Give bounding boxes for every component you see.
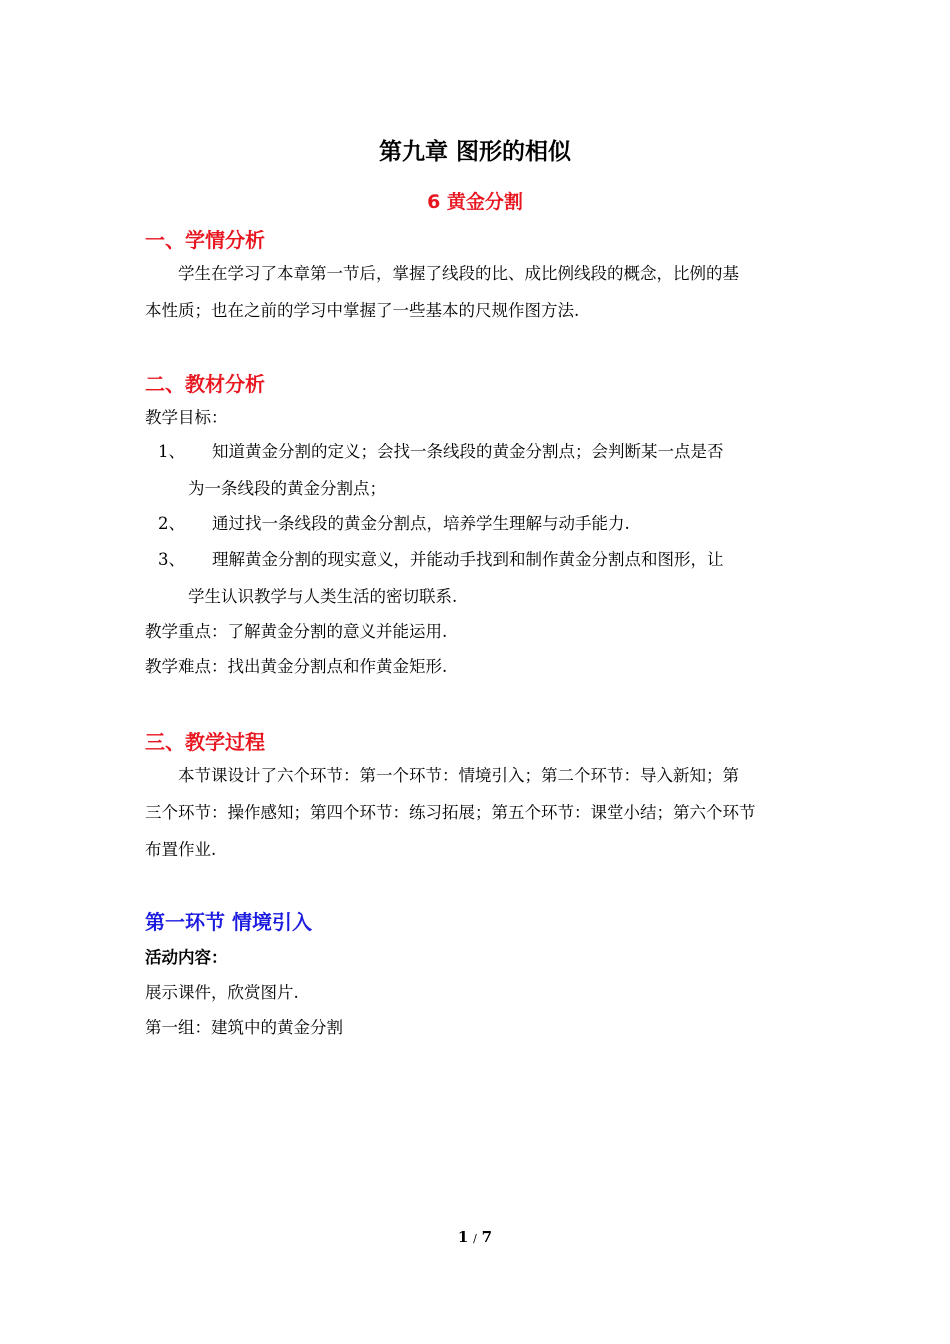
page-number [0,1228,950,1246]
difficulty-point: 教学难点：找出黄金分割点和作黄金矩形. [145,657,448,676]
section3-line3: 布置作业. [145,840,217,859]
document-subtitle: 6 黄金分割 [427,191,523,213]
goal-item-continuation: 学生认识教学与人类生活的密切联系. [188,587,458,606]
goal-item-text: 通过找一条线段的黄金分割点，培养学生理解与动手能力. [212,514,630,533]
teaching-goals-label: 教学目标： [145,408,228,427]
section-heading-teaching-process: 三、教学过程 [145,730,265,754]
section3-line1: 本节课设计了六个环节：第一个环节：情境引入；第二个环节：导入新知；第 [178,766,739,785]
page-separator: / [473,1232,477,1245]
total-pages: 7 [481,1228,493,1246]
activity-line1: 展示课件，欣赏图片. [145,983,299,1002]
document-title: 第九章 图形的相似 [378,139,571,165]
activity-line2: 第一组：建筑中的黄金分割 [145,1018,343,1037]
section-heading-scenario-intro: 第一环节 情境引入 [145,910,312,934]
goal-item-text: 理解黄金分割的现实意义，并能动手找到和制作黄金分割点和图形，让 [212,550,724,569]
section1-line1: 学生在学习了本章第一节后，掌握了线段的比、成比例线段的概念，比例的基 [178,264,739,283]
section3-line2: 三个环节：操作感知；第四个环节：练习拓展；第五个环节：课堂小结；第六个环节 [145,803,756,822]
goal-item-number: 2、 [158,514,185,533]
current-page: 1 [457,1228,469,1246]
activity-content-label: 活动内容： [145,948,228,967]
section-heading-material-analysis: 二、教材分析 [145,372,265,396]
key-point: 教学重点：了解黄金分割的意义并能运用. [145,622,448,641]
goal-item-number: 3、 [158,550,185,569]
goal-item-number: 1、 [158,442,185,461]
goal-item-continuation: 为一条线段的黄金分割点； [188,479,386,498]
goal-item-text: 知道黄金分割的定义；会找一条线段的黄金分割点；会判断某一点是否 [212,442,724,461]
section-heading-learning-analysis: 一、学情分析 [145,228,265,252]
section1-line2: 本性质；也在之前的学习中掌握了一些基本的尺规作图方法. [145,301,580,320]
